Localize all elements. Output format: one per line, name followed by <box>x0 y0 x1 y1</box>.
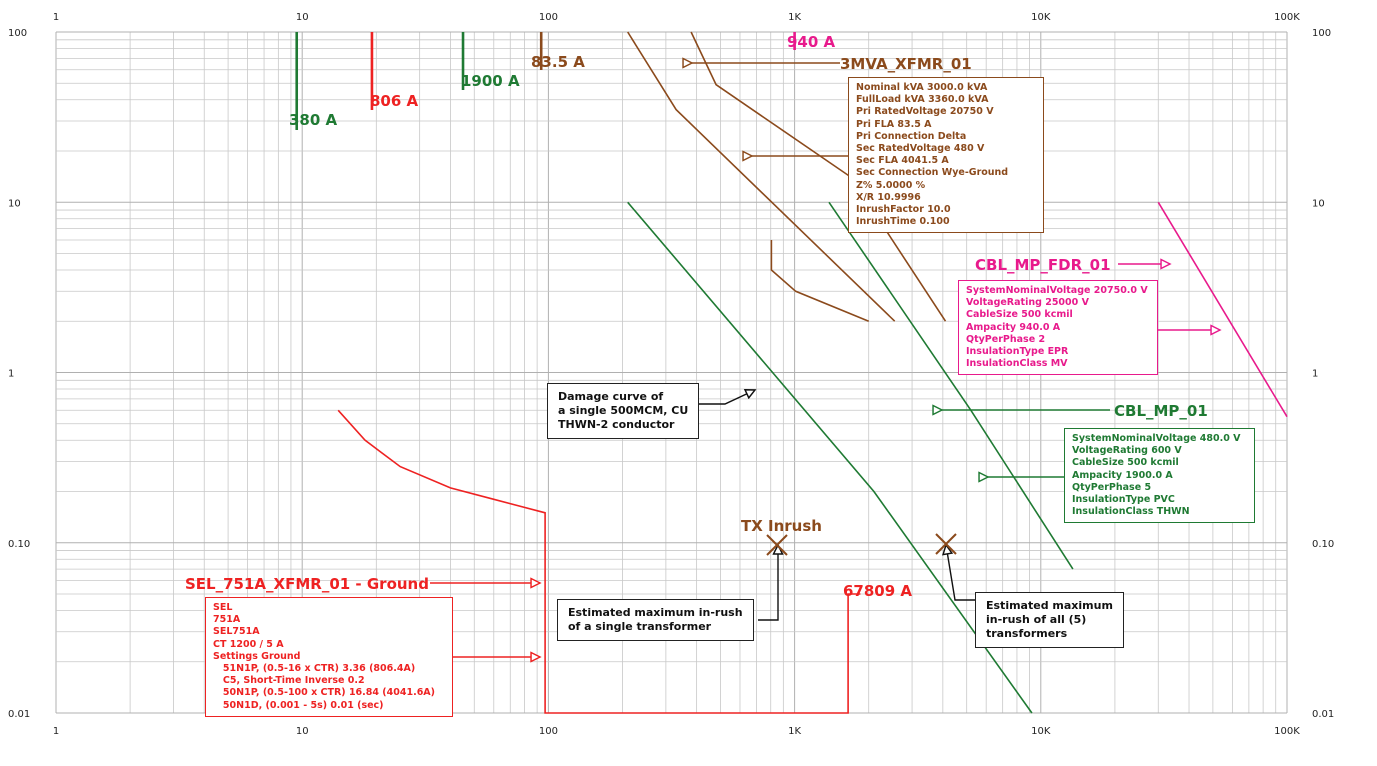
mp-setting: InsulationType PVC <box>1072 494 1175 506</box>
fdr-setting: VoltageRating 25000 V <box>966 297 1089 309</box>
xfmr-setting: Pri FLA 83.5 A <box>856 118 932 130</box>
xfmr-settings-box <box>848 77 1044 233</box>
pickup-label-1900: 1900 A <box>461 72 520 90</box>
note-line: Estimated maximum <box>986 599 1113 612</box>
x-tick-label-top: 1 <box>52 12 60 23</box>
xfmr-setting: InrushTime 0.100 <box>856 216 950 228</box>
fdr-settings-box <box>958 280 1158 375</box>
sel-setting: 751A <box>213 614 241 626</box>
xfmr-curve-label: 3MVA_XFMR_01 <box>840 55 972 73</box>
sel-setting: 50N1P, (0.5-100 x CTR) 16.84 (4041.6A) <box>213 687 435 699</box>
sel-setting: 50N1D, (0.001 - 5s) 0.01 (sec) <box>213 699 384 711</box>
sel-setting: 51N1P, (0.5-16 x CTR) 3.36 (806.4A) <box>213 663 416 675</box>
y-tick-label-right: 10 <box>1312 198 1325 210</box>
y-tick-label-left: 0.10 <box>8 538 31 550</box>
pickup-label-806: 806 A <box>370 92 419 110</box>
note-line: in-rush of all (5) <box>986 613 1087 626</box>
pickup-label-940: 940 A <box>787 33 836 51</box>
x-tick-label-bottom: 10 <box>295 726 309 737</box>
fdr-setting: CableSize 500 kcmil <box>966 309 1073 321</box>
x-tick-label-bottom: 10K <box>1031 726 1051 737</box>
note-line: of a single transformer <box>568 620 712 633</box>
mp-curve-label: CBL_MP_01 <box>1114 402 1208 420</box>
xfmr-setting: Sec FLA 4041.5 A <box>856 155 949 167</box>
fdr-setting: SystemNominalVoltage 20750.0 V <box>966 285 1148 296</box>
note-line: THWN-2 conductor <box>558 418 675 431</box>
mp-setting: InsulationClass THWN <box>1072 506 1190 518</box>
fdr-setting: Ampacity 940.0 A <box>966 321 1061 333</box>
y-tick-label-right: 0.01 <box>1312 709 1335 720</box>
note-line: Estimated maximum in-rush <box>568 606 743 619</box>
y-tick-label-right: 1 <box>1312 368 1319 380</box>
pickup-label-380: 380 A <box>289 111 338 129</box>
x-tick-label-bottom: 1 <box>52 726 60 737</box>
curve-line <box>1158 202 1287 416</box>
fdr-setting: QtyPerPhase 2 <box>966 333 1046 345</box>
x-tick-label-top: 100K <box>1274 12 1300 23</box>
y-tick-label-right: 0.10 <box>1312 538 1335 550</box>
xfmr-setting: Z% 5.0000 % <box>856 179 926 191</box>
xfmr-setting: InrushFactor 10.0 <box>856 204 951 216</box>
sel-curve-label: SEL_751A_XFMR_01 - Ground <box>185 575 429 593</box>
xfmr-setting: FullLoad kVA 3360.0 kVA <box>856 94 989 106</box>
mp-setting: VoltageRating 600 V <box>1072 445 1182 457</box>
fdr-curve-label: CBL_MP_FDR_01 <box>975 256 1111 274</box>
sel-setting: CT 1200 / 5 A <box>213 638 284 650</box>
x-tick-label-top: 100 <box>538 12 558 23</box>
y-tick-label-left: 1 <box>8 368 15 380</box>
x-tick-label-top: 10 <box>295 12 309 23</box>
pickup-label-835: 83.5 A <box>531 53 585 71</box>
note-line: transformers <box>986 627 1068 640</box>
sel-settings-box <box>205 597 453 717</box>
x-tick-label-bottom: 100K <box>1274 726 1300 737</box>
all-inrush-note <box>975 592 1124 648</box>
damage-curve-note <box>547 383 699 439</box>
xfmr-setting: Sec Connection Wye-Ground <box>856 167 1009 179</box>
note-line: a single 500MCM, CU <box>558 404 689 417</box>
tx-inrush-marker <box>767 535 787 555</box>
fdr-setting: InsulationClass MV <box>966 358 1068 370</box>
xfmr-setting: Sec RatedVoltage 480 V <box>856 143 985 155</box>
x-tick-label-bottom: 100 <box>538 726 558 737</box>
sel-setting: Settings Ground <box>213 650 301 662</box>
xfmr-setting: Pri RatedVoltage 20750 V <box>856 106 994 118</box>
y-tick-label-left: 10 <box>8 198 21 210</box>
mp-settings-box <box>1064 428 1255 523</box>
curve-line <box>771 240 868 321</box>
note-line: Damage curve of <box>558 390 664 403</box>
mp-setting: SystemNominalVoltage 480.0 V <box>1072 433 1241 444</box>
all-inrush-marker <box>936 534 956 554</box>
mp-setting: CableSize 500 kcmil <box>1072 457 1179 469</box>
mp-setting: QtyPerPhase 5 <box>1072 481 1152 493</box>
sel-setting: C5, Short-Time Inverse 0.2 <box>213 675 365 687</box>
x-tick-label-top: 10K <box>1031 12 1051 23</box>
xfmr-setting: Pri Connection Delta <box>856 130 967 142</box>
y-tick-label-left: 0.01 <box>8 709 31 720</box>
sel-setting: SEL <box>213 602 233 613</box>
xfmr-setting: X/R 10.9996 <box>856 191 921 203</box>
y-tick-label-right: 100 <box>1312 28 1332 39</box>
x-tick-label-bottom: 1K <box>788 726 802 737</box>
tx-inrush-label: TX Inrush <box>741 517 822 535</box>
y-tick-label-left: 100 <box>8 28 28 39</box>
pickup-markers <box>297 32 795 130</box>
xfmr-setting: Nominal kVA 3000.0 kVA <box>856 82 988 93</box>
sel-setting: SEL751A <box>213 626 260 638</box>
mp-setting: Ampacity 1900.0 A <box>1072 469 1173 481</box>
x-tick-label-top: 1K <box>788 12 802 23</box>
fdr-setting: InsulationType EPR <box>966 346 1069 358</box>
single-inrush-note <box>557 599 754 641</box>
pickup-label-67809: 67809 A <box>843 582 913 600</box>
